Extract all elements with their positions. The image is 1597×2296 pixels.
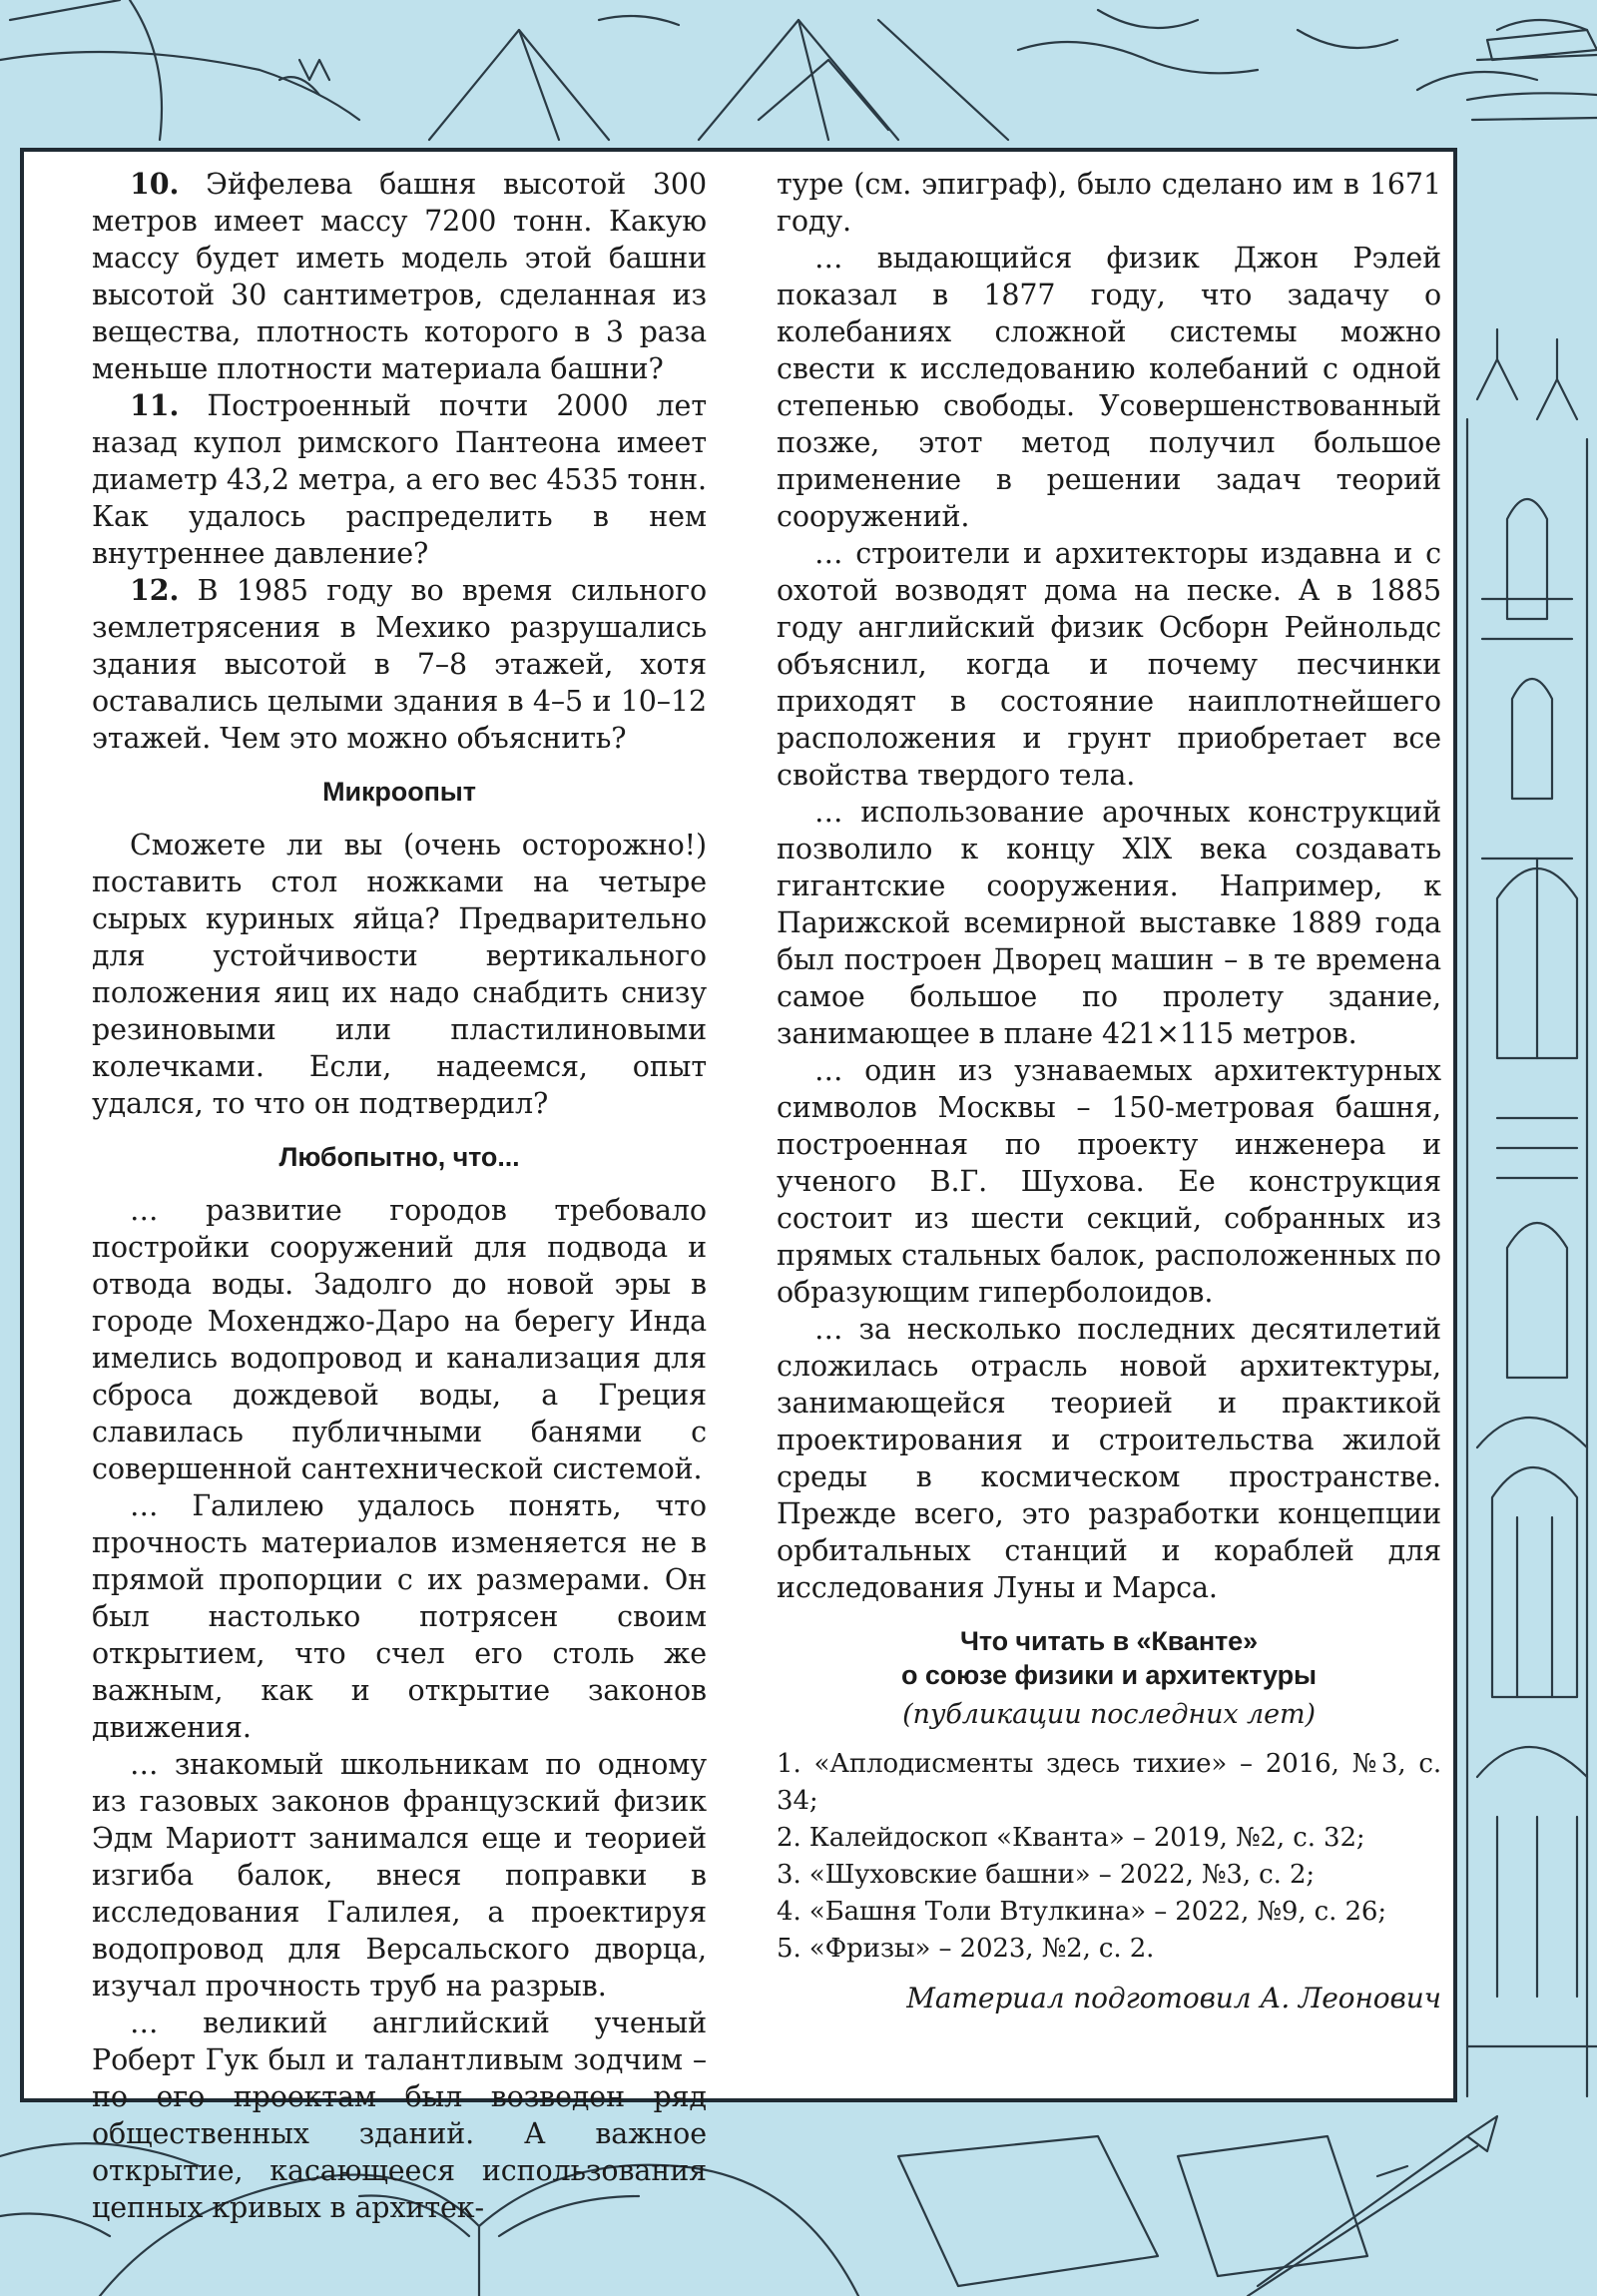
problem-text: Эйфелева башня высотой 300 метров имеет массу 7200 тонн. Какую массу будет иметь модель этой башни высотой 30 сантиметров, сделанная из вещества, плотность которого в 3 раза меньше плотности материала башни?	[92, 168, 707, 385]
left-column	[92, 166, 707, 2226]
problem-number: 10.	[130, 167, 180, 201]
reading-heading	[777, 1624, 1441, 1692]
curious-heading: Любопытно, что...	[278, 1142, 520, 1172]
reading-heading-line-1: Что читать в «Кванте»	[960, 1626, 1258, 1656]
reading-heading-line-2: о союзе физики и архитектуры	[901, 1660, 1317, 1690]
right-column	[777, 166, 1441, 2016]
continuation-text: туре (см. эпиграф), было сделано им в 1671 году.	[777, 168, 1441, 238]
curious-paragraph: … один из узнаваемых архитектурных символов Москвы – 150-метровая башня, построенная по проекту инженера и ученого В.Г. Шухова. Ее конструкция состоит из шести секций, собранных из прямых стальных балок, расположенных по образующим гиперболоидов.	[777, 1054, 1441, 1309]
reference-item: 2. Калейдоскоп «Кванта» – 2019, №2, с. 32;	[777, 1823, 1365, 1853]
curious-paragraph: … Галилею удалось понять, что прочность материалов изменяется не в прямой пропорции с их размерами. Он был настолько потрясен своим открытием, что счел его столь же важным, как и открытие законов движения.	[92, 1489, 707, 1744]
curious-paragraph: … великий английский ученый Роберт Гук был и талантливым зодчим – по его проектам был возведен ряд общественных зданий. А важное открытие, касающееся использования цепных кривых в архитек-	[92, 2007, 707, 2224]
author-credit: Материал подготовил А. Леонович	[906, 1982, 1441, 2014]
curious-paragraph: … за несколько последних десятилетий сложилась отрасль новой архитектуры, занимающейся теорией и практикой проектирования и строительства жилой среды в космическом пространстве. Прежде всего, это разработки концепции орбитальных станций и кораблей для исследования Луны и Марса.	[777, 1313, 1441, 1604]
problem-number: 12.	[130, 573, 180, 607]
microexperiment-text: Сможете ли вы (очень осторожно!) поставить стол ножками на четыре сырых куриных яйца? Предварительно для устойчивости вертикального положения яиц их надо снабдить снизу резиновыми или пластилиновыми колечками. Если, надеемся, опыт удался, то что он подтвердил?	[92, 829, 707, 1120]
article-panel	[20, 148, 1457, 2224]
curious-paragraph: … строители и архитекторы издавна и с охотой возводят дома на песке. А в 1885 году английский физик Осборн Рейнольдс объяснил, когда и почему песчинки приходят в состояние наиплотнейшего расположения и грунт приобретает все свойства твердого тела.	[777, 537, 1441, 792]
problem-12	[92, 572, 707, 757]
reference-item: 3. «Шуховские башни» – 2022, №3, с. 2;	[777, 1860, 1316, 1890]
reference-item: 1. «Аплодисменты здесь тихие» – 2016, №3, с. 34;	[777, 1749, 1441, 1816]
curious-paragraph: … развитие городов требовало постройки сооружений для подвода и отвода воды. Задолго до новой эры в городе Мохенджо-Даро на берегу Инда имелись водопровод и канализация для сброса дождевой воды, а Греция славилась публичными банями с совершенной сантехнической системой.	[92, 1194, 707, 1485]
curious-paragraph: … знакомый школьникам по одному из газовых законов французский физик Эдм Мариотт занимался еще и теорией изгиба балок, внеся поправки в исследования Галилея, а проектируя водопровод для Версальского дворца, изучал прочность труб на разрыв.	[92, 1748, 707, 2003]
curious-paragraph: … выдающийся физик Джон Рэлей показал в 1877 году, что задачу о колебаниях сложной системы можно свести к исследованию колебаний с одной степенью свободы. Усовершенствованный позже, этот метод получил большое применение в решении задач теорий сооружений.	[777, 242, 1441, 533]
reading-subheading: (публикации последних лет)	[902, 1699, 1316, 1730]
problem-text: В 1985 году во время сильного землетрясения в Мехико разрушались здания высотой в 7–8 этажей, хотя оставались целыми здания в 4–5 и 10–12 этажей. Чем это можно объяснить?	[92, 574, 708, 755]
curious-paragraph: … использование арочных конструкций позволило к концу XlX века создавать гигантские сооружения. Например, к Парижской всемирной выставке 1889 года был построен Дворец машин – в те времена самое большое по пролету здание, занимающее в плане 421×115 метров.	[777, 796, 1441, 1050]
problem-10	[92, 166, 707, 387]
problem-text: Построенный почти 2000 лет назад купол римского Пантеона имеет диаметр 43,2 метра, а его вес 4535 тонн. Как удалось распределить в нем внутреннее давление?	[92, 389, 707, 570]
problem-11	[92, 387, 707, 572]
microexperiment-heading: Микроопыт	[322, 777, 476, 807]
problem-number: 11.	[130, 388, 180, 422]
reference-item: 5. «Фризы» – 2023, №2, с. 2.	[777, 1934, 1155, 1964]
reference-item: 4. «Башня Толи Втулкина» – 2022, №9, с. 26;	[777, 1897, 1387, 1927]
